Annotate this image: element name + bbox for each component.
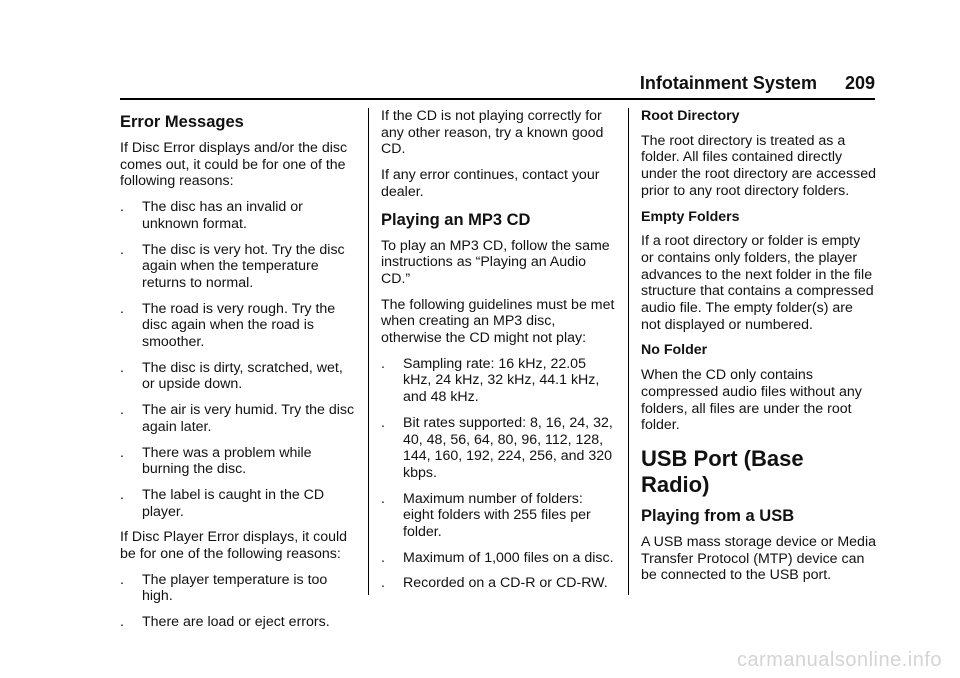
- header-title: Infotainment System: [639, 72, 817, 93]
- bullet-mark: .: [120, 359, 124, 376]
- paragraph: The following guidelines must be met when creating an MP3 disc, otherwise the CD might not play:: [381, 296, 615, 347]
- subheading-root-directory: Root Directory: [641, 108, 740, 124]
- bullet-mark: .: [381, 414, 385, 431]
- header-rule: [120, 98, 875, 100]
- bullet-mark: .: [120, 241, 124, 258]
- subheading-empty-folders: Empty Folders: [641, 208, 740, 225]
- list-item: . There was a problem while burning the disc.: [120, 444, 312, 478]
- section-heading-playing-usb: Playing from a USB: [641, 506, 795, 525]
- bullet-list-mp3-guidelines: [381, 356, 616, 592]
- chapter-heading-usb-port: USB Port (Base Radio): [641, 445, 804, 497]
- bullet-mark: .: [381, 355, 385, 372]
- page-number: 209: [844, 72, 875, 93]
- paragraph: If a root directory or folder is empty or contains only folders, the player advances to the next folder in the file structure that contains a compressed audio file. The empty folder(s) are not displayed or numbered.: [641, 233, 874, 333]
- paragraph: If the CD is not playing correctly for any other reason, try a known good CD.: [381, 108, 604, 158]
- bullet-mark: .: [381, 575, 385, 592]
- bullet-mark: .: [120, 614, 124, 631]
- list-item: . Sampling rate: 16 kHz, 22.05 kHz, 24 kHz, 32 kHz, 44.1 kHz, and 48 kHz.: [381, 355, 600, 406]
- paragraph: The root directory is treated as a folder. All files contained directly under the root directory are accessed prior to any root directory folders.: [641, 132, 877, 199]
- column-2: [381, 108, 616, 601]
- bullet-list-player-errors: [120, 572, 355, 631]
- paragraph: If Disc Error displays and/or the disc comes out, it could be for one of the following reasons:: [120, 140, 348, 190]
- page-header: [120, 70, 875, 96]
- bullet-mark: .: [381, 490, 385, 507]
- bullet-mark: .: [120, 402, 124, 419]
- bullet-mark: .: [381, 549, 385, 566]
- watermark: carmanualsonline.info: [736, 649, 942, 671]
- list-item: . Maximum number of folders: eight folders with 255 files per folder.: [381, 490, 591, 541]
- column-divider-2: [628, 108, 629, 595]
- list-item: . The air is very humid. Try the disc again later.: [120, 402, 355, 435]
- list-item: . The label is caught in the CD player.: [120, 486, 325, 520]
- paragraph: When the CD only contains compressed audio files without any folders, all files are under the root folder.: [641, 367, 862, 434]
- paragraph: A USB mass storage device or Media Transfer Protocol (MTP) device can be connected to the USB port.: [641, 533, 876, 584]
- list-item: . The disc is dirty, scratched, wet, or upside down.: [120, 359, 343, 393]
- list-item: . Recorded on a CD-R or CD-RW.: [381, 575, 608, 592]
- paragraph: To play an MP3 CD, follow the same instructions as “Playing an Audio CD.”: [381, 237, 610, 287]
- bullet-list-disc-errors: [120, 199, 355, 520]
- list-item: . The player temperature is too high.: [120, 571, 328, 605]
- bullet-mark: .: [120, 486, 124, 503]
- list-item: . Bit rates supported: 8, 16, 24, 32, 40, 48, 56, 64, 80, 96, 112, 128, 144, 160, 192, 224, 256, and 320 kbps.: [381, 414, 613, 481]
- column-divider-1: [368, 108, 369, 595]
- bullet-mark: .: [120, 444, 124, 461]
- list-item: . The disc has an invalid or unknown format.: [120, 199, 303, 232]
- section-heading-playing-mp3: Playing an MP3 CD: [381, 210, 531, 229]
- paragraph: If any error continues, contact your dealer.: [381, 167, 600, 200]
- bullet-mark: .: [120, 571, 124, 588]
- list-item: . The road is very rough. Try the disc again when the road is smoother.: [120, 300, 336, 351]
- paragraph: If Disc Player Error displays, it could be for one of the following reasons:: [120, 529, 348, 563]
- subheading-no-folder: No Folder: [641, 342, 708, 359]
- list-item: . Maximum of 1,000 files on a disc.: [381, 549, 614, 566]
- column-1: [120, 108, 355, 640]
- section-heading-error-messages: Error Messages: [120, 113, 244, 131]
- bullet-mark: .: [120, 300, 124, 317]
- list-item: . There are load or eject errors.: [120, 614, 330, 631]
- list-item: . The disc is very hot. Try the disc again when the temperature returns to normal.: [120, 241, 345, 291]
- bullet-mark: .: [120, 199, 124, 216]
- column-3: [641, 108, 876, 593]
